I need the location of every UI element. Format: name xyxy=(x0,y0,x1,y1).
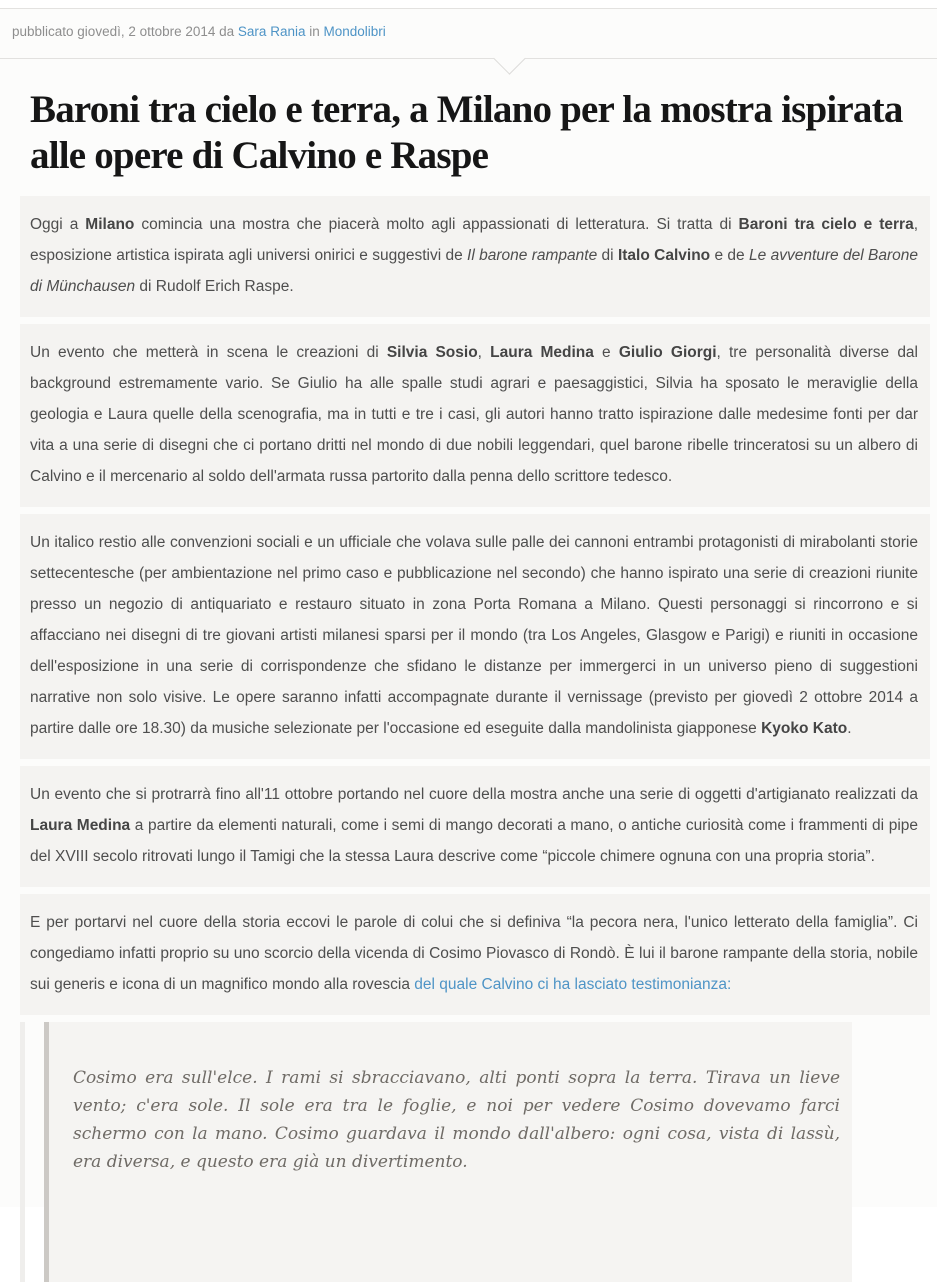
category-link[interactable]: Mondolibri xyxy=(323,24,386,39)
text-segment: , xyxy=(477,344,491,362)
article xyxy=(20,87,930,1015)
text-segment: , tre personalità diverse dal background estremamente vario. Se Giulio ha alle spalle studi agrari e paesaggistici, Silvia ha sposato le meraviglie della geologia e Laura quelle della scenografia, ma in tutti e tre i casi, gli autori hanno tratto ispirazione dalle medesime fonti per dar vita a una serie di disegni che ci portano dritti nel mondo di due nobili leggendari, quel barone ribelle trinceratosi su un albero di Calvino e il mercenario al soldo dell'armata russa partorito dalla penna dello scrittore tedesco. xyxy=(30,344,918,486)
blockquote xyxy=(44,1022,852,1282)
text-segment: Silvia Sosio xyxy=(386,344,478,362)
quote-text: Cosimo era sull'elce. I rami si sbracciavano, alti ponti sopra la terra. Tirava un lieve vento; c'era sole. Il sole era tra le foglie, e noi per vedere Cosimo dovevamo farci schermo con la mano. Cosimo guardava il mondo dall'albero: ogni cosa, vista di lassù, era diversa, e questo era già un divertimento. xyxy=(73,1068,840,1173)
text-segment: Milano xyxy=(85,216,135,234)
article-paragraphs xyxy=(20,196,930,1015)
text-segment: Un italico restio alle convenzioni sociali e un ufficiale che volava sulle palle dei cannoni entrambi protagonisti di mirabolanti storie settecentesche (per ambientazione nel primo caso e pubblicazione nel secondo) che hanno ispirato una serie di creazioni riunite presso un negozio di antiquariato e restauro situato in zona Porta Romana a Milano. Questi personaggi si rincorrono e si affacciano nei disegni di tre giovani artisti milanesi sparsi per il mondo (tra Los Angeles, Glasgow e Parigi) e riuniti in occasione dell'esposizione in una serie di corrispondenze che sfidano le distanze per immergerci in un universo pieno di suggestioni narrative non solo visive. Le opere saranno infatti accompagnate durante il vernissage (previsto per giovedì 2 ottobre 2014 a partire dalle ore 18.30) da musiche selezionate per l'occasione ed eseguite dalla mandolinista giapponese xyxy=(30,534,918,738)
text-segment: Il barone rampante xyxy=(467,247,598,265)
text-segment: Italo Calvino xyxy=(617,247,711,265)
text-segment: comincia una mostra che piacerà molto agli appassionati di letteratura. Si tratta di xyxy=(134,216,739,234)
article-paragraph xyxy=(20,514,930,759)
article-paragraph xyxy=(20,766,930,887)
text-segment: Kyoko Kato xyxy=(761,720,848,738)
text-segment: E per portarvi nel cuore della storia eccovi le parole di colui che si definiva “la pecora nera, l'unico letterato della famiglia”. Ci congediamo infatti proprio su uno scorcio della vicenda di Cosimo Piovasco di Rondò. È lui il barone rampante della storia, nobile sui generis e icona di un magnifico mondo alla rovescia xyxy=(30,914,918,994)
text-segment: Le avventure del Barone di Münchausen xyxy=(30,247,918,296)
inline-link[interactable]: del quale Calvino ci ha lasciato testimonianza: xyxy=(414,976,732,994)
page-title: Baroni tra cielo e terra, a Milano per la mostra ispirata alle opere di Calvino e Raspe xyxy=(30,88,903,178)
text-segment: Giulio Giorgi xyxy=(618,344,717,362)
article-edge-strip xyxy=(20,1022,25,1282)
text-segment: Un evento che si protrarrà fino all'11 ottobre portando nel cuore della mostra anche una serie di oggetti d'artigianato realizzati da xyxy=(30,786,918,804)
text-segment: Laura Medina xyxy=(30,817,131,835)
article-paragraph xyxy=(20,324,930,507)
text-segment: di Rudolf Erich Raspe. xyxy=(135,278,294,296)
quote-section xyxy=(20,1022,930,1282)
text-segment: . xyxy=(847,720,852,738)
text-segment: Oggi a xyxy=(30,216,86,234)
text-segment: Un evento che metterà in scena le creazioni di xyxy=(30,344,387,362)
text-segment: Baroni tra cielo e terra xyxy=(738,216,914,234)
byline-prefix: pubblicato giovedì, 2 ottobre 2014 da xyxy=(12,24,238,39)
text-segment: e de xyxy=(710,247,750,265)
article-paragraph xyxy=(20,894,930,1015)
text-segment: a partire da elementi naturali, come i semi di mango decorati a mano, o antiche curiosità come i frammenti di pipe del XVIII secolo ritrovati lungo il Tamigi che la stessa Laura descrive come “piccole chimere ognuna con una propria storia”. xyxy=(30,817,919,866)
byline xyxy=(0,9,937,58)
article-paragraph xyxy=(20,196,930,317)
text-segment: di xyxy=(597,247,618,265)
text-segment: Laura Medina xyxy=(490,344,594,362)
text-segment: e xyxy=(593,344,619,362)
byline-connector: in xyxy=(305,24,324,39)
author-link[interactable]: Sara Rania xyxy=(237,24,306,39)
text-segment: , esposizione artistica ispirata agli universi onirici e suggestivi de xyxy=(30,216,918,265)
header-divider xyxy=(0,58,937,59)
